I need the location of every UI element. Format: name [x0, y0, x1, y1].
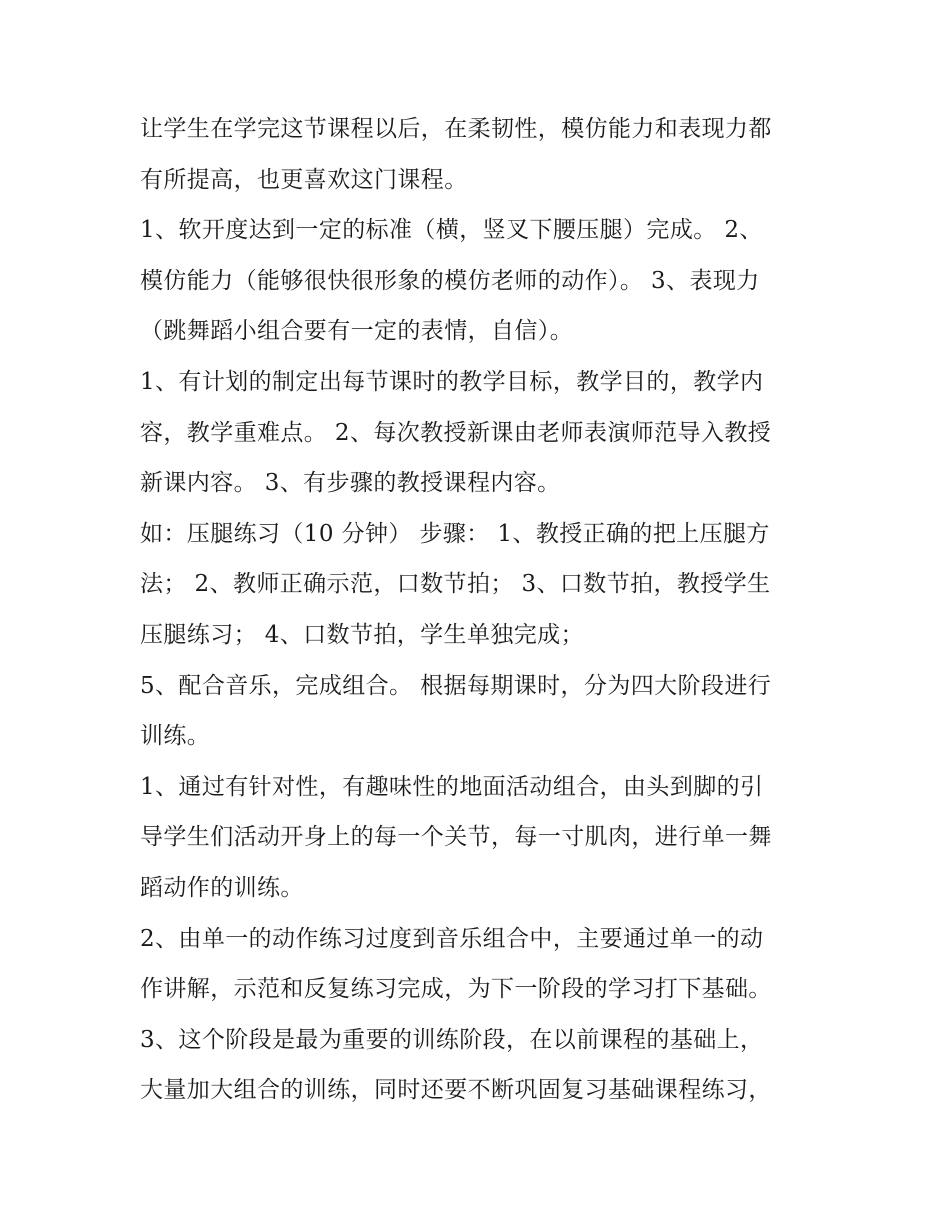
text-line: 法； 2、教师正确示范，口数节拍； 3、口数节拍，教授学生: [140, 571, 771, 598]
text-line: 模仿能力（能够很快很形象的模仿老师的动作）。 3、表现力: [140, 267, 760, 294]
text-line: 压腿练习； 4、口数节拍，学生单独完成；: [140, 621, 584, 648]
text-line: 新课内容。 3、有步骤的教授课程内容。: [140, 470, 561, 497]
text-line: 蹈动作的训练。: [140, 874, 304, 901]
text-line: 1、通过有针对性，有趣味性的地面活动组合，由头到脚的引: [140, 773, 764, 800]
text-line: 有所提高，也更喜欢这门课程。: [140, 166, 468, 193]
text-line: 5、配合音乐，完成组合。 根据每期课时，分为四大阶段进行: [140, 672, 772, 699]
body-text: [140, 104, 830, 1116]
text-line: 1、有计划的制定出每节课时的教学目标，教学目的，教学内: [140, 368, 764, 395]
text-line: 2、由单一的动作练习过度到音乐组合中，主要通过单一的动: [140, 925, 764, 952]
text-line: 让学生在学完这节课程以后，在柔韧性，模仿能力和表现力都: [140, 116, 772, 142]
text-line: 3、这个阶段是最为重要的训练阶段，在以前课程的基础上，: [140, 1026, 764, 1053]
text-line: 如：压腿练习（10 分钟） 步骤： 1、教授正确的把上压腿方: [140, 520, 770, 547]
text-line: 1、软开度达到一定的标准（横，竖叉下腰压腿）完成。 2、: [140, 217, 763, 244]
text-line: （跳舞蹈小组合要有一定的表情，自信）。: [140, 318, 574, 345]
text-line: 作讲解，示范和反复练习完成，为下一阶段的学习打下基础。: [140, 976, 772, 1003]
text-line: 大量加大组合的训练，同时还要不断巩固复习基础课程练习，: [140, 1077, 772, 1104]
text-line: 导学生们活动开身上的每一个关节，每一寸肌肉，进行单一舞: [140, 824, 772, 851]
text-line: 训练。: [140, 723, 211, 750]
text-line: 容，教学重难点。 2、每次教授新课由老师表演师范导入教授: [140, 419, 772, 446]
